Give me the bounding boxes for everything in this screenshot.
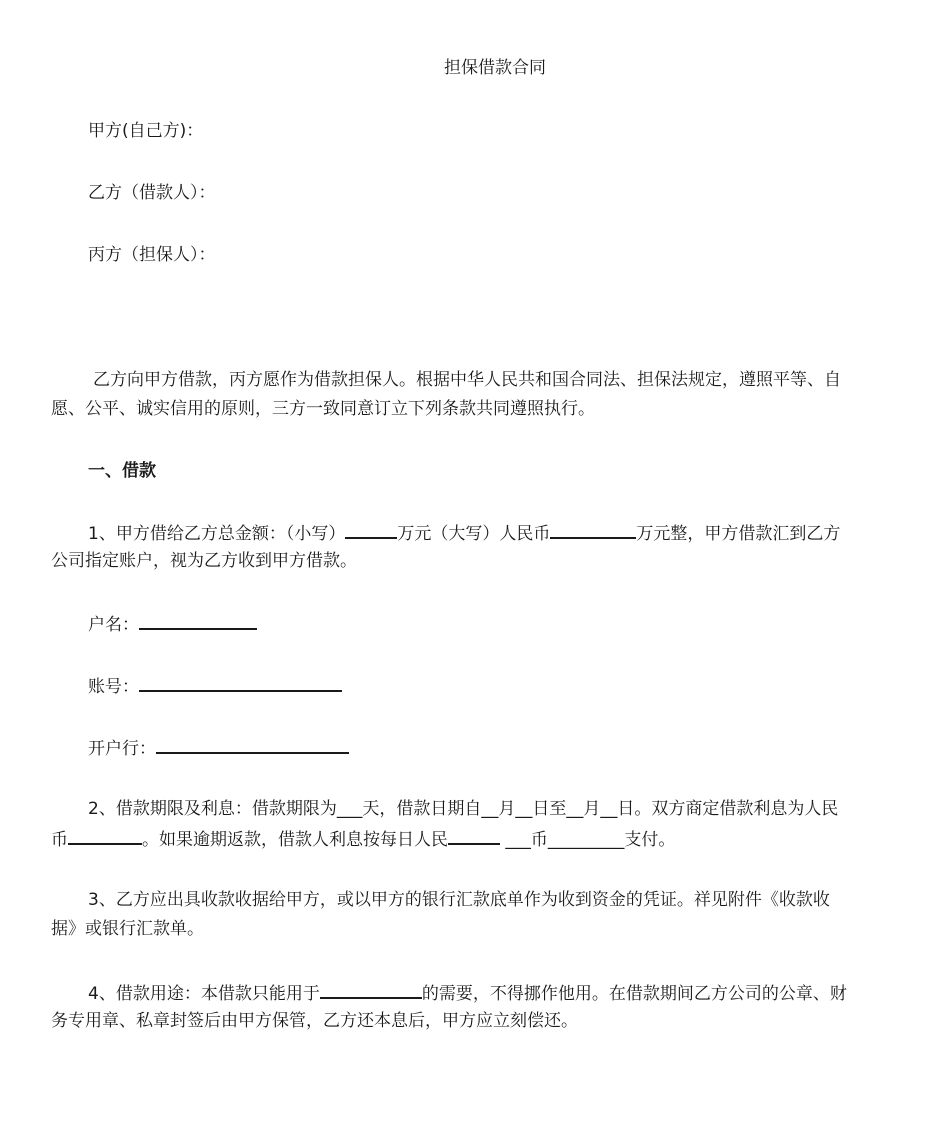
- clause-2-text-a: 币: [51, 830, 68, 850]
- clause-3-line-1: 3、乙方应出具收款收据给甲方，或以甲方的银行汇款底单作为收到资金的凭证。祥见附件《收款收: [88, 890, 830, 910]
- document-title: 担保借款合同: [444, 58, 546, 78]
- party-c-label: 丙方（担保人）：: [88, 245, 216, 265]
- clause-2-line-2: [51, 828, 675, 850]
- clause-2-line-1: 2、借款期限及利息：借款期限为___天，借款日期自__月__日至__月__日。双方商定借款利息为人民: [88, 799, 839, 819]
- section-heading-loan: 一、借款: [88, 461, 156, 481]
- clause-1-text-a: 1、甲方借给乙方总金额：（小写）: [88, 524, 346, 544]
- blank-account-name: [139, 613, 257, 630]
- blank-interest: [68, 828, 142, 845]
- blank-purpose: [320, 982, 422, 999]
- intro-line-2: 愿、公平、诚实信用的原则，三方一致同意订立下列条款共同遵照执行。: [51, 399, 595, 419]
- clause-4-line-1: [88, 982, 847, 1004]
- clause-1-text-b: 万元（大写）人民币: [397, 524, 551, 544]
- clause-4-line-2: 务专用章、私章封签后由甲方保管，乙方还本息后，甲方应立刻偿还。: [51, 1011, 578, 1031]
- blank-bank: [156, 737, 349, 754]
- account-number-label: 账号：: [88, 677, 139, 697]
- clause-4-text-a: 4、借款用途：本借款只能用于: [88, 984, 320, 1004]
- clause-4-text-b: 的需要，不得挪作他用。在借款期间乙方公司的公章、财: [421, 984, 847, 1004]
- clause-1-text-c: 万元整，甲方借款汇到乙方: [636, 524, 841, 544]
- party-b-label: 乙方（借款人）：: [88, 183, 216, 203]
- account-name-row: [88, 613, 257, 635]
- intro-line-1: 乙方向甲方借款，丙方愿作为借款担保人。根据中华人民共和国合同法、担保法规定，遵照平等、自: [93, 370, 841, 390]
- clause-1-line-2: 公司指定账户，视为乙方收到甲方借款。: [51, 551, 357, 571]
- clause-3-line-2: 据》或银行汇款单。: [51, 919, 204, 939]
- account-number-row: [88, 675, 342, 697]
- bank-label: 开户行：: [88, 739, 156, 759]
- blank-account-number: [139, 675, 342, 692]
- account-name-label: 户名：: [88, 615, 139, 635]
- party-a-label: 甲方(自己方)：: [88, 121, 204, 141]
- clause-1-line-1: [88, 522, 840, 544]
- clause-2-text-c: ___币_________支付。: [505, 830, 676, 850]
- blank-amount-capital: [550, 522, 636, 539]
- blank-amount-small: [345, 522, 397, 539]
- clause-2-text-b: 。如果逾期返款，借款人利息按每日人民: [142, 830, 448, 850]
- bank-row: [88, 737, 349, 759]
- blank-daily-rate: [448, 828, 500, 845]
